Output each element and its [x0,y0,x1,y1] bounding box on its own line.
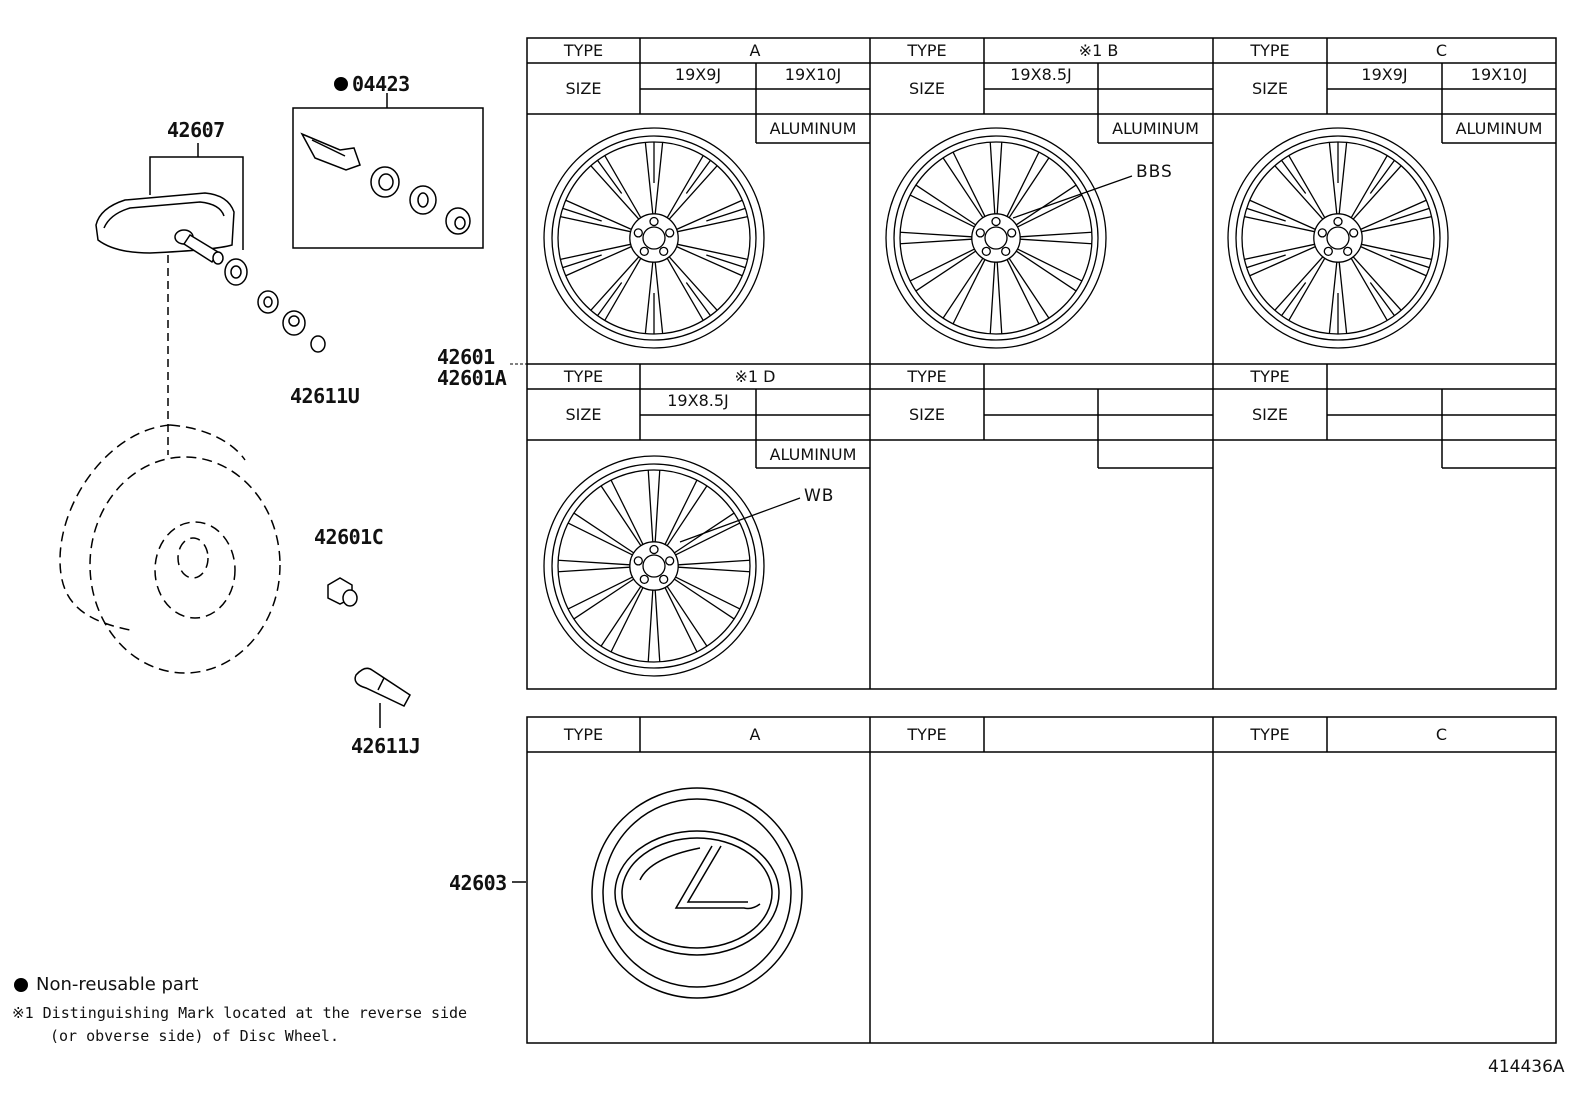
wheel-c-size-2: 19X10J [1470,65,1528,84]
part-label-42603: 42603 [449,871,507,895]
wheel-d-material: ALUMINUM [769,444,857,464]
ornament-a-type-value: A [749,725,761,744]
wheel-e-size-label: SIZE [909,405,945,424]
wheel-d-callout: WB [804,486,835,506]
ornament-b-type-value [984,717,1213,752]
wheel-c-size-label: SIZE [1252,79,1288,98]
wheel-a-type-label: TYPE [563,41,604,60]
wheel-b-type-label: TYPE [907,41,947,60]
wheel-c-size-1: 19X9J [1361,65,1408,84]
wheel-a-size-1: 19X9J [674,65,722,84]
wheel-a-type-value: A [749,41,761,60]
wheel-d-type-value: ※1 D [734,367,776,386]
part-label-04423: 04423 [352,72,410,96]
wheel-c-type-value: C [1435,41,1448,60]
wheel-f-type-label: TYPE [1250,367,1290,386]
ornament-a-type-label: TYPE [563,725,604,744]
wheel-d-size-1: 19X8.5J [667,391,729,410]
legend-non-reusable: Non-reusable part [36,974,199,995]
wheel-a-size-2: 19X10J [784,65,842,84]
wheel-b-size-label: SIZE [909,79,945,98]
part-label-42611u: 42611U [290,384,360,408]
wheel-d-size-label: SIZE [565,405,602,424]
part-label-42601a: 42601A [437,366,507,390]
lexus-emblem-icon [592,788,802,998]
ornament-c-type-label: TYPE [1250,725,1290,744]
legend-mark-line-2: (or obverse side) of Disc Wheel. [50,1027,339,1045]
wheel-d-type-label: TYPE [563,367,604,386]
wheel-c-type-label: TYPE [1250,41,1290,60]
part-label-42601c: 42601C [314,525,384,549]
wheel-b-callout: BBS [1136,162,1173,182]
figure-id: 414436A [1488,1057,1565,1077]
part-label-42611j: 42611J [351,734,421,758]
wheel-b-material: ALUMINUM [1112,119,1199,138]
wheel-a-material: ALUMINUM [769,119,857,138]
wheel-f-size-label: SIZE [1252,405,1288,424]
wheel-b-size-1: 19X8.5J [1010,65,1072,84]
ornament-c-type-value: C [1435,725,1448,744]
wheel-b-type-value: ※1 B [1078,41,1119,60]
wheel-e-type-label: TYPE [907,367,947,386]
part-label-42607: 42607 [167,118,225,142]
wheel-a-size-label: SIZE [565,79,602,98]
part-label-42601: 42601 [437,345,495,369]
legend-mark-line-1: ※1 Distinguishing Mark located at the reverse side [12,1004,468,1022]
ornament-b-type-label: TYPE [907,725,947,744]
wheel-c-material: ALUMINUM [1455,119,1543,138]
